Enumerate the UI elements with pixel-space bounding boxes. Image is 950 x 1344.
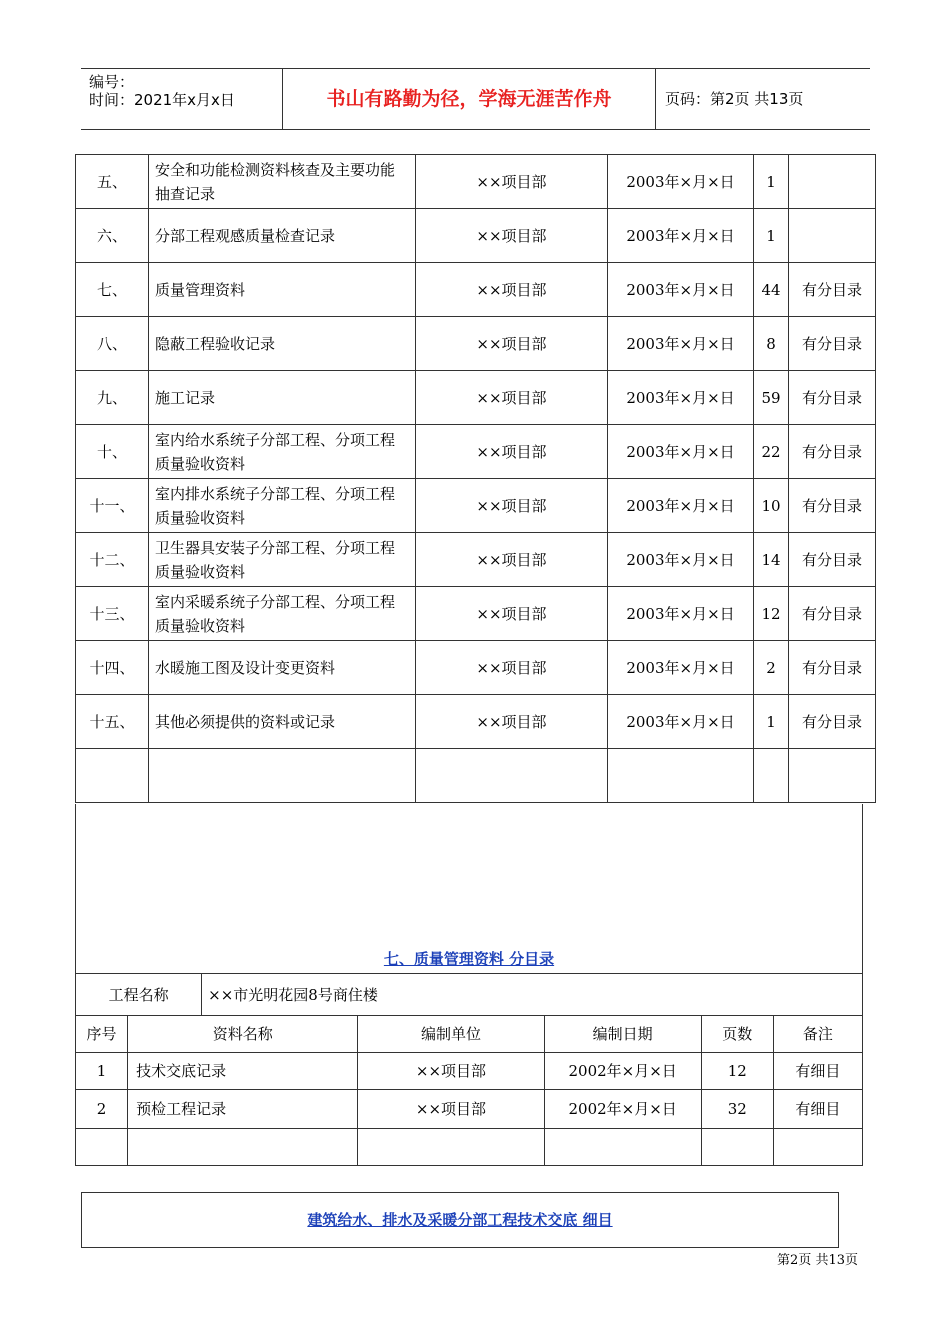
row-pages: 8: [754, 317, 789, 371]
table-row: [76, 317, 876, 371]
row-number: 五、: [76, 155, 149, 209]
time-label: 时间：2021年x月x日: [89, 91, 235, 109]
table-row: [76, 587, 876, 641]
row-pages: 2: [754, 641, 789, 695]
row-note: 有分目录: [789, 641, 876, 695]
row-unit: ××项目部: [358, 1090, 544, 1129]
table-row: [76, 749, 876, 803]
row-note: 有分目录: [789, 425, 876, 479]
row-pages: [754, 749, 789, 803]
col-header: 备注: [773, 1016, 862, 1053]
header-meta: [89, 73, 235, 109]
row-note: 有分目录: [789, 479, 876, 533]
row-name: 室内给水系统子分部工程、分项工程质量验收资料: [149, 425, 416, 479]
catalog-table: [75, 154, 876, 803]
row-date: 2002年×月×日: [544, 1090, 701, 1129]
row-date: 2003年×月×日: [608, 155, 754, 209]
code-label: 编号：: [89, 73, 135, 91]
row-number: 十五、: [76, 695, 149, 749]
row-note: 有分目录: [789, 317, 876, 371]
row-pages: 1: [754, 209, 789, 263]
header-page-number: 页码：第2页 共13页: [665, 90, 804, 108]
page-header: [81, 68, 870, 130]
table-row: [76, 641, 876, 695]
row-name: 预检工程记录: [128, 1090, 358, 1129]
col-header: 资料名称: [128, 1016, 358, 1053]
row-date: 2003年×月×日: [608, 317, 754, 371]
row-number: [76, 749, 149, 803]
table-row: [76, 155, 876, 209]
row-note: 有分目录: [789, 371, 876, 425]
row-number: 八、: [76, 317, 149, 371]
row-number: 1: [76, 1053, 128, 1090]
detail-box: [81, 1192, 839, 1248]
row-unit: ××项目部: [416, 209, 608, 263]
header-motto: 书山有路勤为径，学海无涯苦作舟: [326, 88, 612, 110]
row-date: 2003年×月×日: [608, 425, 754, 479]
row-name: 室内排水系统子分部工程、分项工程质量验收资料: [149, 479, 416, 533]
row-note: 有分目录: [789, 587, 876, 641]
row-unit: [358, 1129, 544, 1166]
row-name: 质量管理资料: [149, 263, 416, 317]
row-note: 有细目: [773, 1090, 862, 1129]
row-pages: 44: [754, 263, 789, 317]
row-date: 2003年×月×日: [608, 641, 754, 695]
header-divider: [655, 69, 656, 129]
col-header: 编制单位: [358, 1016, 544, 1053]
row-note: 有分目录: [789, 533, 876, 587]
row-name: 水暖施工图及设计变更资料: [149, 641, 416, 695]
row-unit: [416, 749, 608, 803]
row-date: 2003年×月×日: [608, 209, 754, 263]
row-date: 2003年×月×日: [608, 263, 754, 317]
sub-catalog-title: 七、质量管理资料 分目录: [383, 950, 555, 968]
row-unit: ××项目部: [416, 371, 608, 425]
row-pages: [701, 1129, 773, 1166]
row-pages: 22: [754, 425, 789, 479]
row-number: 十三、: [76, 587, 149, 641]
row-pages: 12: [754, 587, 789, 641]
row-number: 六、: [76, 209, 149, 263]
row-unit: ××项目部: [416, 425, 608, 479]
row-name: 施工记录: [149, 371, 416, 425]
footer-page-number: 第2页 共13页: [777, 1253, 858, 1268]
row-date: 2003年×月×日: [608, 371, 754, 425]
row-date: 2003年×月×日: [608, 479, 754, 533]
row-pages: 14: [754, 533, 789, 587]
row-date: 2002年×月×日: [544, 1053, 701, 1090]
sub-catalog-table: [75, 973, 863, 1166]
project-label: 工程名称: [76, 974, 202, 1016]
row-unit: ××项目部: [416, 695, 608, 749]
row-name: 分部工程观感质量检查记录: [149, 209, 416, 263]
col-header: 序号: [76, 1016, 128, 1053]
row-pages: 12: [701, 1053, 773, 1090]
table-row: [76, 695, 876, 749]
row-number: 十、: [76, 425, 149, 479]
row-unit: ××项目部: [416, 533, 608, 587]
row-date: 2003年×月×日: [608, 695, 754, 749]
row-name: 卫生器具安装子分部工程、分项工程质量验收资料: [149, 533, 416, 587]
table-row: [76, 1053, 863, 1090]
table-row: [76, 1090, 863, 1129]
row-name: 安全和功能检测资料核查及主要功能抽查记录: [149, 155, 416, 209]
table-row: [76, 371, 876, 425]
row-number: 九、: [76, 371, 149, 425]
row-note: [789, 209, 876, 263]
row-note: [773, 1129, 862, 1166]
row-note: 有分目录: [789, 695, 876, 749]
table-row: [76, 479, 876, 533]
row-pages: 1: [754, 155, 789, 209]
col-header: 编制日期: [544, 1016, 701, 1053]
table-row: [76, 209, 876, 263]
row-unit: ××项目部: [416, 641, 608, 695]
row-date: [544, 1129, 701, 1166]
row-name: 隐蔽工程验收记录: [149, 317, 416, 371]
project-value: ××市光明花园8号商住楼: [202, 974, 863, 1016]
row-unit: ××项目部: [416, 587, 608, 641]
row-number: [76, 1129, 128, 1166]
table-row: [76, 425, 876, 479]
row-unit: ××项目部: [358, 1053, 544, 1090]
row-date: [608, 749, 754, 803]
row-unit: ××项目部: [416, 155, 608, 209]
row-name: [128, 1129, 358, 1166]
row-pages: 59: [754, 371, 789, 425]
row-name: 技术交底记录: [128, 1053, 358, 1090]
row-note: [789, 749, 876, 803]
row-pages: 10: [754, 479, 789, 533]
row-number: 十一、: [76, 479, 149, 533]
row-date: 2003年×月×日: [608, 587, 754, 641]
row-date: 2003年×月×日: [608, 533, 754, 587]
row-unit: ××项目部: [416, 263, 608, 317]
row-note: 有分目录: [789, 263, 876, 317]
row-unit: ××项目部: [416, 317, 608, 371]
row-pages: 1: [754, 695, 789, 749]
row-name: 室内采暖系统子分部工程、分项工程质量验收资料: [149, 587, 416, 641]
row-pages: 32: [701, 1090, 773, 1129]
table-row: [76, 533, 876, 587]
table-row: [76, 263, 876, 317]
row-number: 十二、: [76, 533, 149, 587]
header-row: [76, 1016, 863, 1053]
row-name: [149, 749, 416, 803]
row-note: 有细目: [773, 1053, 862, 1090]
row-number: 2: [76, 1090, 128, 1129]
row-name: 其他必须提供的资料或记录: [149, 695, 416, 749]
project-row: [76, 974, 863, 1016]
row-number: 七、: [76, 263, 149, 317]
detail-title: 建筑给水、排水及采暖分部工程技术交底 细目: [307, 1211, 613, 1229]
row-note: [789, 155, 876, 209]
table-row: [76, 1129, 863, 1166]
row-number: 十四、: [76, 641, 149, 695]
row-unit: ××项目部: [416, 479, 608, 533]
col-header: 页数: [701, 1016, 773, 1053]
